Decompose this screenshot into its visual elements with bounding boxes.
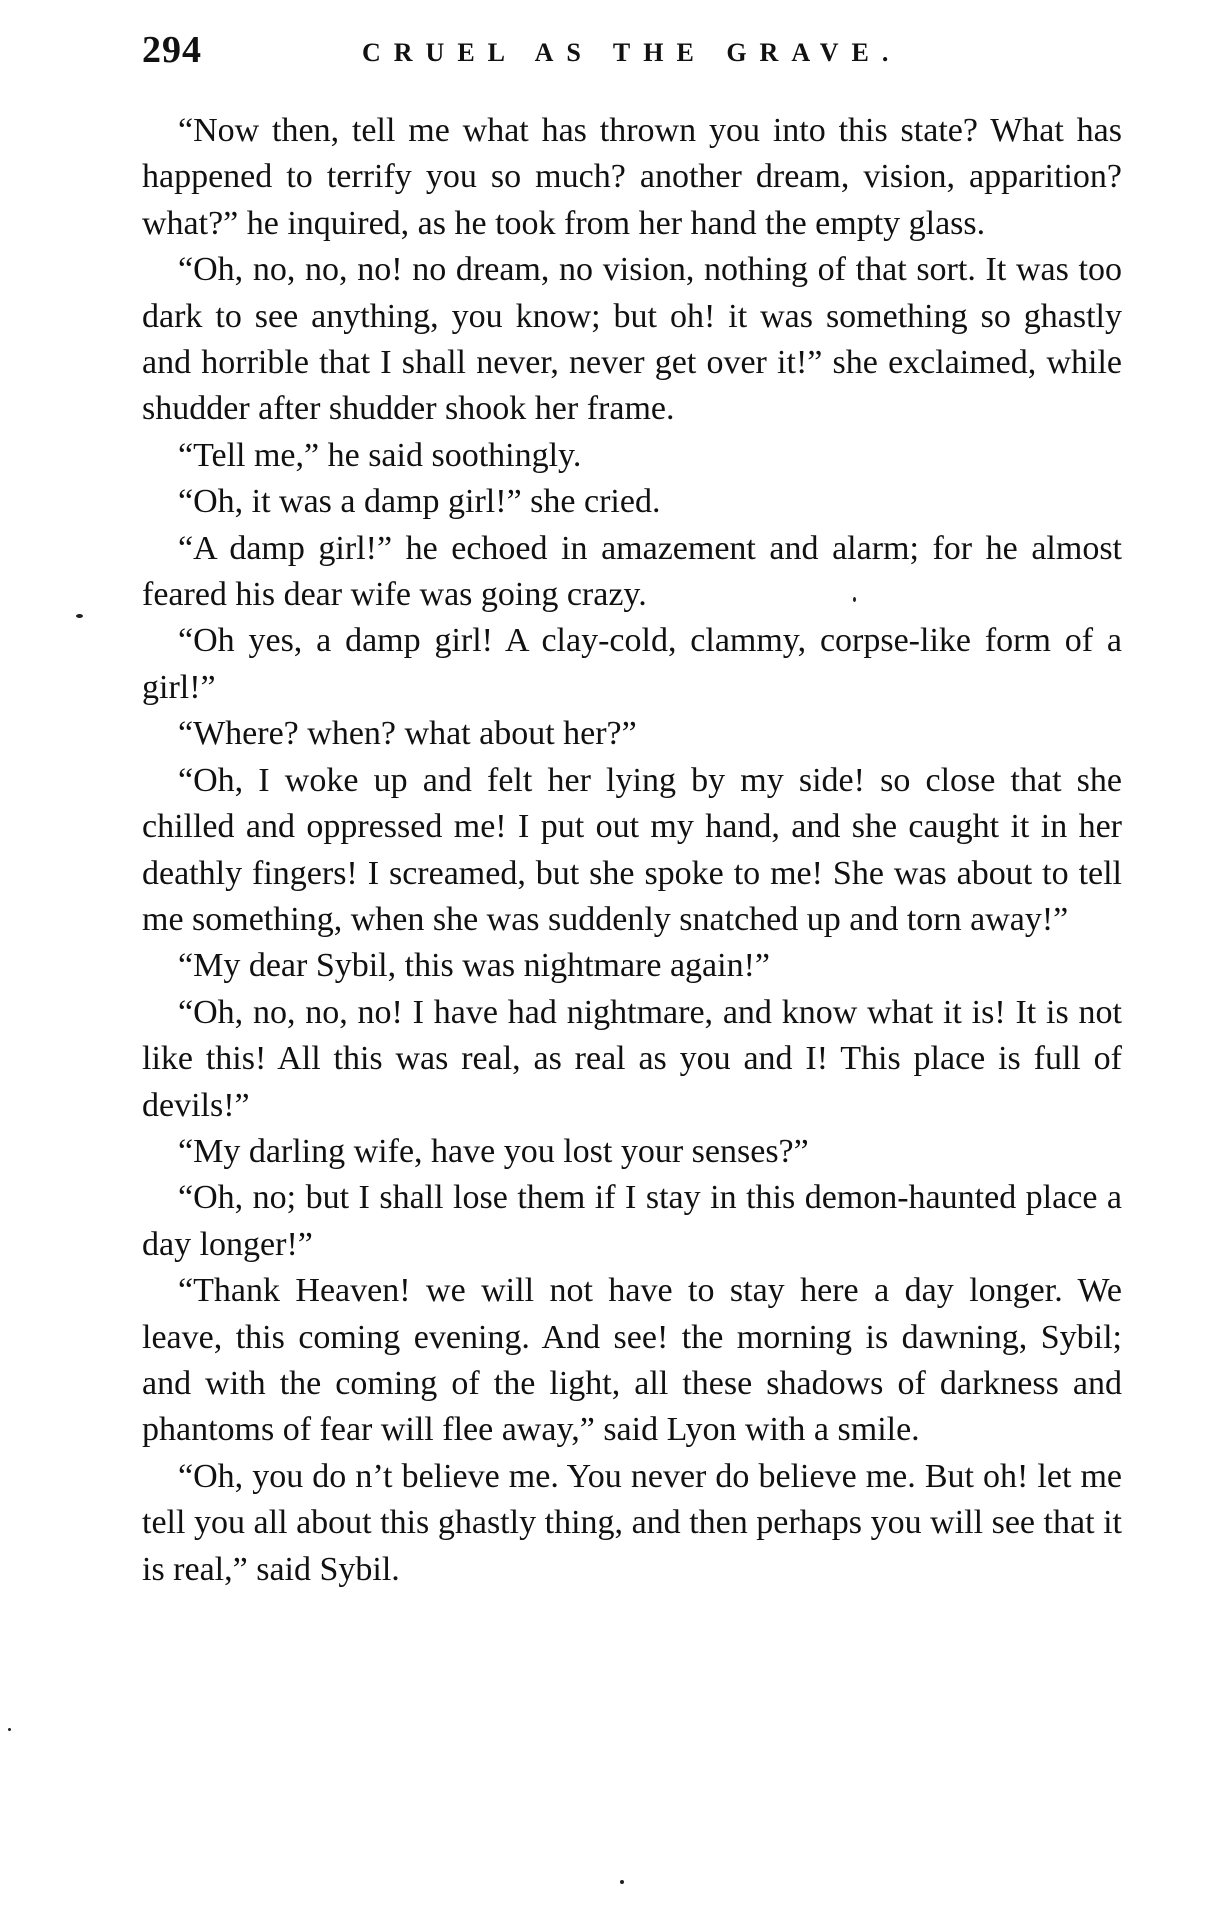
paragraph: “Oh, no, no, no! no dream, no vision, nothing of that sort. It was too dark to see anything, you know; but oh! it was something so ghastly and horrible that I shall never, never get over it!” she exclaimed, while shudder after shudder shook her frame. (142, 251, 1122, 428)
paragraph: “A damp girl!” he echoed in amazement and alarm; for he almost feared his dear wife was going crazy. (142, 529, 1122, 614)
scan-speck (853, 597, 856, 602)
running-title: CRUEL AS THE GRAVE. (362, 38, 902, 67)
paragraph: “Tell me,” he said soothingly. (178, 436, 582, 474)
paragraph: “Where? when? what about her?” (178, 715, 637, 753)
paragraph: “Thank Heaven! we will not have to stay here a day longer. We leave, this coming evening. And see! the morning is dawning, Sybil; and with the coming of the light, all these shadows of darkness and phantoms of fear will flee away,” said Lyon with a smile. (142, 1272, 1122, 1449)
paragraph: “My dear Sybil, this was nightmare again!” (178, 947, 771, 985)
paragraph: “Oh, no; but I shall lose them if I stay in this demon-haunted place a day longer!” (142, 1179, 1122, 1263)
scan-speck (76, 614, 83, 618)
paragraph: “Oh, you do n’t believe me. You never do believe me. But oh! let me tell you all about this ghastly thing, and then perhaps you will see that it is real,” said Sybil. (142, 1457, 1122, 1588)
paragraph: “Oh, I woke up and felt her lying by my side! so close that she chilled and oppressed me! I put out my hand, and she caught it in her deathly fingers! I screamed, but she spoke to me! She was about to tell me something, when she was suddenly snatched up and torn away!” (142, 761, 1122, 938)
paragraph: “Oh, it was a damp girl!” she cried. (178, 483, 661, 521)
paragraph: “My darling wife, have you lost your senses?” (178, 1132, 809, 1170)
scan-speck (8, 1728, 11, 1731)
paragraph: “Now then, tell me what has thrown you into this state? What has happened to terrify you so much? another dream, vision, apparition? what?” he inquired, as he took from her hand the empty glass. (142, 112, 1122, 242)
paragraph: “Oh yes, a damp girl! A clay-cold, clammy, corpse-like form of a girl!” (142, 622, 1122, 706)
body-text (142, 108, 1122, 1593)
paragraph: “Oh, no, no, no! I have had nightmare, and know what it is! It is not like this! All this was real, as real as you and I! This place is full of devils!” (142, 993, 1122, 1124)
scan-speck (620, 1880, 624, 1884)
page-header (142, 28, 1120, 78)
page-number: 294 (142, 29, 202, 71)
